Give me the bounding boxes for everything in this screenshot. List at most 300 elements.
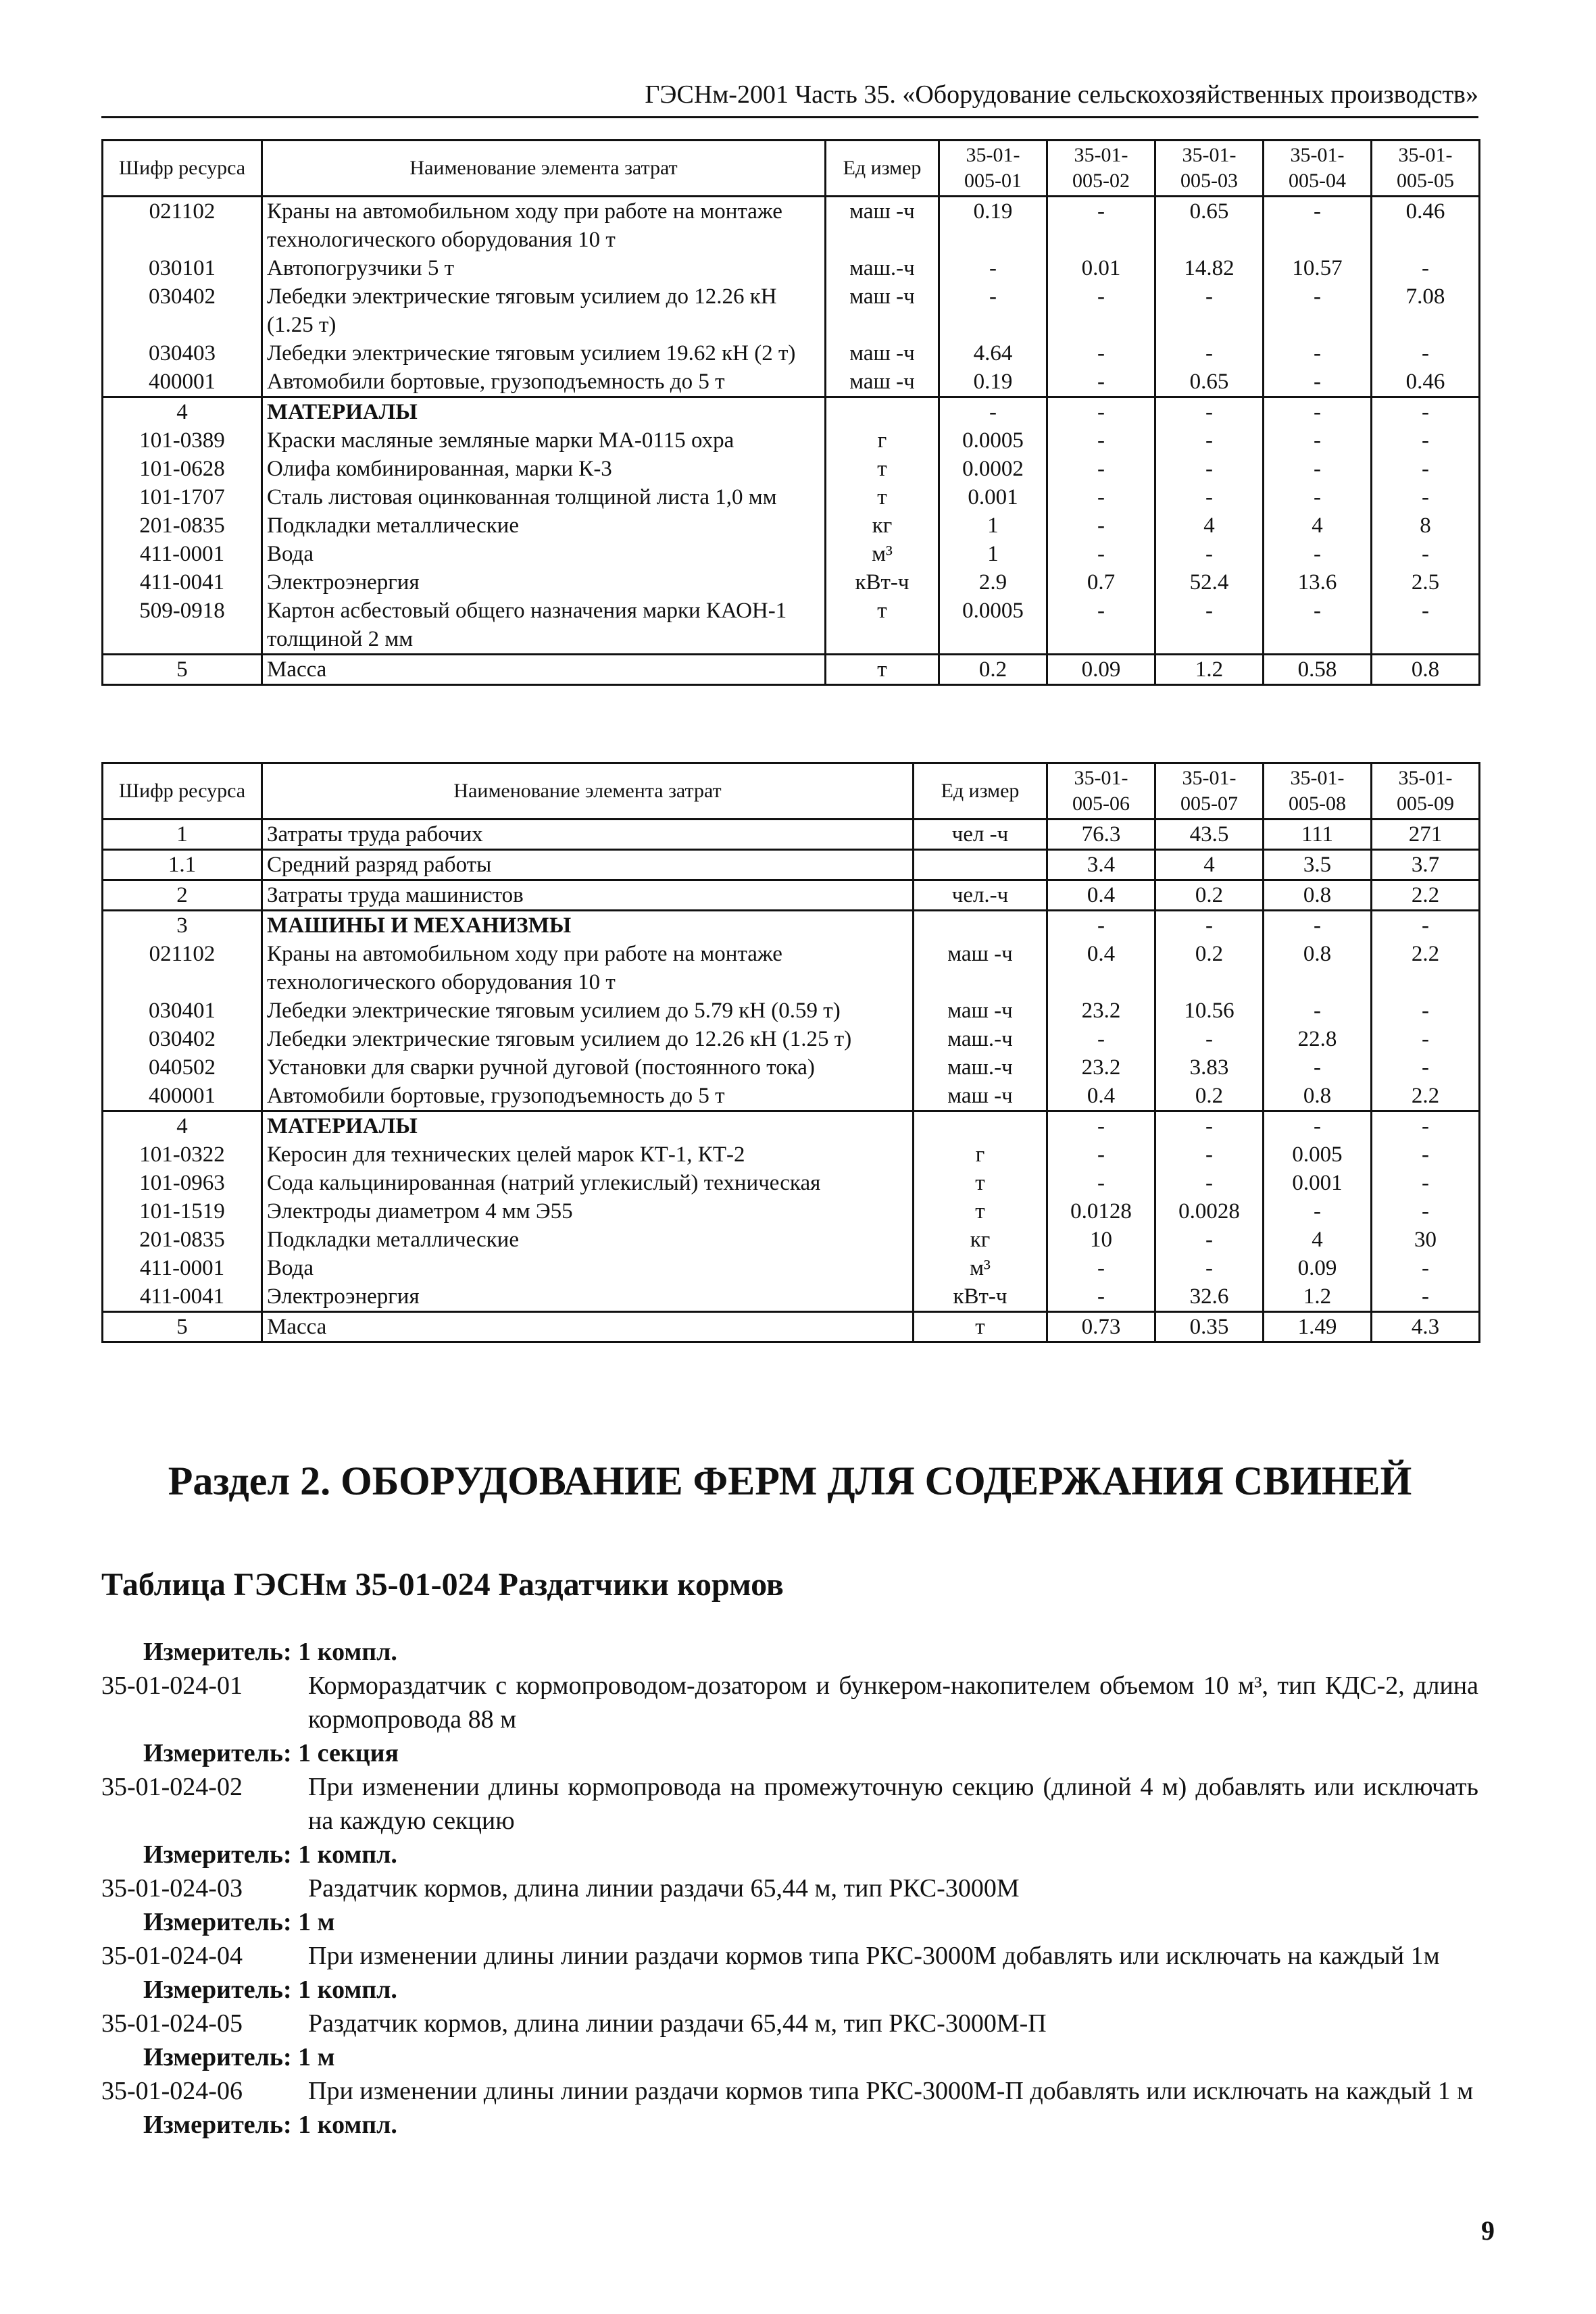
unit-cell: м³ <box>914 1254 1047 1282</box>
resource-code-cell: 101-0628 <box>103 455 262 483</box>
value-cell: 0.0002 <box>939 455 1047 483</box>
value-cell: - <box>1264 426 1372 455</box>
value-cell: - <box>1155 1025 1264 1053</box>
unit-of-measure: Измеритель: 1 компл. <box>143 2111 397 2139</box>
value-cell: 0.8 <box>1264 1082 1372 1111</box>
value-cell: - <box>1264 1053 1372 1082</box>
value-cell: - <box>1372 1254 1480 1282</box>
resource-code-cell: 411-0041 <box>103 568 262 597</box>
table-row <box>103 820 1480 850</box>
value-cell: 0.2 <box>939 655 1047 685</box>
resource-name-cell: Краски масляные земляные марки МА-0115 охра <box>262 426 826 455</box>
value-cell: 0.001 <box>1264 1169 1372 1197</box>
column-header: Шифр ресурса <box>103 763 262 820</box>
table-row <box>103 1282 1480 1312</box>
resource-code-cell: 3 <box>103 911 262 940</box>
resource-code-cell: 021102 <box>103 940 262 997</box>
unit-cell: т <box>826 455 939 483</box>
norm-code: 35-01-024-03 <box>101 1874 243 1903</box>
value-cell: 0.73 <box>1047 1312 1155 1342</box>
unit-cell: кВт-ч <box>914 1282 1047 1312</box>
resource-name-cell: Установки для сварки ручной дуговой (постоянного тока) <box>262 1053 914 1082</box>
value-cell: - <box>1155 597 1264 655</box>
column-header: Наименование элемента затрат <box>262 763 914 820</box>
resource-code-cell: 1 <box>103 820 262 850</box>
column-header: 35-01- 005-03 <box>1155 141 1264 197</box>
page-header: ГЭСНм-2001 Часть 35. «Оборудование сельскохозяйственных производств» <box>101 80 1478 118</box>
resource-name-cell: МАТЕРИАЛЫ <box>262 1111 914 1141</box>
value-cell: 4 <box>1155 850 1264 880</box>
value-cell: - <box>1155 1140 1264 1169</box>
value-cell: - <box>1372 455 1480 483</box>
value-cell: - <box>1372 339 1480 368</box>
column-header: 35-01- 005-04 <box>1264 141 1372 197</box>
value-cell: - <box>1264 197 1372 255</box>
value-cell: - <box>1264 368 1372 397</box>
resource-name-cell: Масса <box>262 655 826 685</box>
value-cell: - <box>1372 1197 1480 1226</box>
resource-code-cell: 1.1 <box>103 850 262 880</box>
value-cell: 2.2 <box>1372 940 1480 997</box>
section-title: Раздел 2. ОБОРУДОВАНИЕ ФЕРМ ДЛЯ СОДЕРЖАНИЯ СВИНЕЙ <box>168 1459 1412 1503</box>
resource-code-cell: 201-0835 <box>103 1226 262 1254</box>
value-cell: - <box>1155 1169 1264 1197</box>
value-cell: 0.4 <box>1047 880 1155 911</box>
unit-cell: кг <box>826 511 939 540</box>
unit-of-measure: Измеритель: 1 м <box>143 2043 335 2071</box>
resource-name-cell: Олифа комбинированная, марки К-3 <box>262 455 826 483</box>
value-cell: - <box>1264 1197 1372 1226</box>
resource-name-cell: Картон асбестовый общего назначения марки КАОН-1 толщиной 2 мм <box>262 597 826 655</box>
table-row <box>103 568 1480 597</box>
value-cell: - <box>1264 1111 1372 1141</box>
table-row <box>103 254 1480 282</box>
value-cell: - <box>1155 483 1264 511</box>
value-cell: - <box>1264 339 1372 368</box>
column-header: Ед измер <box>826 141 939 197</box>
unit-cell: маш -ч <box>826 197 939 255</box>
table-row <box>103 455 1480 483</box>
unit-cell: кВт-ч <box>826 568 939 597</box>
value-cell: 0.2 <box>1155 880 1264 911</box>
value-cell: - <box>1155 1111 1264 1141</box>
value-cell: - <box>1047 197 1155 255</box>
table-row <box>103 1169 1480 1197</box>
value-cell: 23.2 <box>1047 1053 1155 1082</box>
norm-code: 35-01-024-04 <box>101 1942 243 1970</box>
table-row <box>103 368 1480 397</box>
value-cell: - <box>1372 254 1480 282</box>
column-header: 35-01- 005-02 <box>1047 141 1155 197</box>
value-cell: - <box>1047 540 1155 568</box>
resource-code-cell: 030403 <box>103 339 262 368</box>
unit-of-measure: Измеритель: 1 секция <box>143 1739 399 1767</box>
value-cell: - <box>1047 511 1155 540</box>
table-row <box>103 1082 1480 1111</box>
resource-code-cell: 400001 <box>103 368 262 397</box>
value-cell: - <box>1372 597 1480 655</box>
unit-cell: т <box>914 1197 1047 1226</box>
value-cell: 3.83 <box>1155 1053 1264 1082</box>
resource-code-cell: 101-0322 <box>103 1140 262 1169</box>
resource-code-cell: 411-0001 <box>103 1254 262 1282</box>
table-row <box>103 1226 1480 1254</box>
unit-cell: т <box>826 597 939 655</box>
value-cell: - <box>1264 911 1372 940</box>
unit-cell: маш -ч <box>914 1082 1047 1111</box>
unit-cell: кг <box>914 1226 1047 1254</box>
resource-name-cell: Автопогрузчики 5 т <box>262 254 826 282</box>
norm-item <box>101 1669 1478 1736</box>
table-row <box>103 655 1480 685</box>
unit-cell: маш.-ч <box>914 1053 1047 1082</box>
column-header: 35-01- 005-08 <box>1264 763 1372 820</box>
value-cell: 0.001 <box>939 483 1047 511</box>
unit-cell: т <box>914 1169 1047 1197</box>
table-row <box>103 1140 1480 1169</box>
value-cell: - <box>1372 426 1480 455</box>
resource-code-cell: 030402 <box>103 1025 262 1053</box>
table-row <box>103 911 1480 940</box>
resource-name-cell: Средний разряд работы <box>262 850 914 880</box>
resource-code-cell: 5 <box>103 655 262 685</box>
value-cell: - <box>1047 1111 1155 1141</box>
resource-name-cell: Керосин для технических целей марок КТ-1, КТ-2 <box>262 1140 914 1169</box>
unit-cell <box>914 850 1047 880</box>
resource-code-cell: 030101 <box>103 254 262 282</box>
value-cell: 3.5 <box>1264 850 1372 880</box>
resource-code-cell: 021102 <box>103 197 262 255</box>
value-cell: - <box>1047 597 1155 655</box>
table-title: Таблица ГЭСНм 35-01-024 Раздатчики кормов <box>101 1567 784 1603</box>
value-cell: - <box>1155 1254 1264 1282</box>
unit-cell: т <box>826 483 939 511</box>
unit-cell: чел -ч <box>914 820 1047 850</box>
value-cell: - <box>1264 597 1372 655</box>
table-row <box>103 997 1480 1025</box>
value-cell: 0.005 <box>1264 1140 1372 1169</box>
unit-cell: г <box>826 426 939 455</box>
value-cell: - <box>1155 911 1264 940</box>
resource-name-cell: Краны на автомобильном ходу при работе на монтаже технологического оборудования 10 т <box>262 940 914 997</box>
value-cell: 1.2 <box>1264 1282 1372 1312</box>
value-cell: 1 <box>939 540 1047 568</box>
column-header: Шифр ресурса <box>103 141 262 197</box>
value-cell: 0.8 <box>1372 655 1480 685</box>
table-row <box>103 1111 1480 1141</box>
value-cell: - <box>1155 455 1264 483</box>
value-cell: - <box>1047 397 1155 427</box>
value-cell: - <box>1264 997 1372 1025</box>
resource-code-cell: 101-0963 <box>103 1169 262 1197</box>
resource-table-1 <box>101 139 1480 686</box>
value-cell: - <box>1047 1169 1155 1197</box>
column-header: 35-01- 005-05 <box>1372 141 1480 197</box>
value-cell: - <box>1372 397 1480 427</box>
table-row <box>103 197 1480 255</box>
value-cell: 2.2 <box>1372 880 1480 911</box>
value-cell: - <box>1372 997 1480 1025</box>
table-row <box>103 1053 1480 1082</box>
norm-description: Раздатчик кормов, длина линии раздачи 65,44 м, тип РКС-3000М <box>308 1874 1020 1903</box>
unit-of-measure: Измеритель: 1 компл. <box>143 1976 397 2004</box>
norm-description: При изменении длины линии раздачи кормов типа РКС-3000М-П добавлять или исключать на каждый 1 м <box>308 2077 1474 2105</box>
resource-code-cell: 030402 <box>103 282 262 339</box>
table-row <box>103 1197 1480 1226</box>
value-cell: 0.46 <box>1372 197 1480 255</box>
value-cell: - <box>939 282 1047 339</box>
value-cell: 10 <box>1047 1226 1155 1254</box>
value-cell: - <box>1047 483 1155 511</box>
resource-name-cell: Электроэнергия <box>262 1282 914 1312</box>
value-cell: 0.65 <box>1155 197 1264 255</box>
value-cell: - <box>1155 426 1264 455</box>
resource-name-cell: Лебедки электрические тяговым усилием до 12.26 кН (1.25 т) <box>262 282 826 339</box>
table-row <box>103 483 1480 511</box>
value-cell: 3.4 <box>1047 850 1155 880</box>
table-row <box>103 1025 1480 1053</box>
resource-code-cell: 411-0041 <box>103 1282 262 1312</box>
table-row <box>103 540 1480 568</box>
resource-name-cell: Сталь листовая оцинкованная толщиной листа 1,0 мм <box>262 483 826 511</box>
unit-cell: маш.-ч <box>826 254 939 282</box>
resource-name-cell: Лебедки электрические тяговым усилием 19.62 кН (2 т) <box>262 339 826 368</box>
value-cell: 0.46 <box>1372 368 1480 397</box>
value-cell: - <box>1047 911 1155 940</box>
value-cell: 0.0005 <box>939 597 1047 655</box>
value-cell: - <box>1372 1282 1480 1312</box>
resource-name-cell: Лебедки электрические тяговым усилием до 5.79 кН (0.59 т) <box>262 997 914 1025</box>
column-header: 35-01- 005-09 <box>1372 763 1480 820</box>
unit-cell <box>826 397 939 427</box>
value-cell: 1 <box>939 511 1047 540</box>
resource-name-cell: Затраты труда машинистов <box>262 880 914 911</box>
norm-code: 35-01-024-01 <box>101 1671 243 1700</box>
value-cell: 2.2 <box>1372 1082 1480 1111</box>
resource-name-cell: Затраты труда рабочих <box>262 820 914 850</box>
unit-of-measure: Измеритель: 1 компл. <box>143 1840 397 1869</box>
unit-of-measure: Измеритель: 1 компл. <box>143 1638 397 1666</box>
norm-item <box>101 2074 1478 2108</box>
value-cell: - <box>1155 282 1264 339</box>
value-cell: - <box>1264 483 1372 511</box>
column-header: Наименование элемента затрат <box>262 141 826 197</box>
value-cell: 22.8 <box>1264 1025 1372 1053</box>
resource-name-cell: Подкладки металлические <box>262 1226 914 1254</box>
value-cell: 0.0005 <box>939 426 1047 455</box>
value-cell: 0.4 <box>1047 1082 1155 1111</box>
value-cell: - <box>1372 1053 1480 1082</box>
value-cell: 0.2 <box>1155 940 1264 997</box>
value-cell: 0.8 <box>1264 940 1372 997</box>
column-header: 35-01- 005-06 <box>1047 763 1155 820</box>
value-cell: - <box>1264 397 1372 427</box>
value-cell: - <box>1372 1169 1480 1197</box>
table-header-row <box>103 141 1480 197</box>
value-cell: - <box>1047 1025 1155 1053</box>
resource-code-cell: 5 <box>103 1312 262 1342</box>
value-cell: 0.01 <box>1047 254 1155 282</box>
value-cell: 13.6 <box>1264 568 1372 597</box>
resource-code-cell: 101-1707 <box>103 483 262 511</box>
value-cell: - <box>1264 455 1372 483</box>
norm-code: 35-01-024-05 <box>101 2009 243 2038</box>
norm-description: Раздатчик кормов, длина линии раздачи 65,44 м, тип РКС-3000М-П <box>308 2009 1047 2038</box>
unit-cell: маш -ч <box>826 282 939 339</box>
value-cell: 0.2 <box>1155 1082 1264 1111</box>
resource-name-cell: Электроэнергия <box>262 568 826 597</box>
resource-name-cell: Вода <box>262 1254 914 1282</box>
table-row <box>103 397 1480 427</box>
resource-code-cell: 4 <box>103 397 262 427</box>
table-row <box>103 511 1480 540</box>
value-cell: 0.4 <box>1047 940 1155 997</box>
value-cell: - <box>1372 1140 1480 1169</box>
resource-code-cell: 400001 <box>103 1082 262 1111</box>
unit-of-measure: Измеритель: 1 м <box>143 1908 335 1936</box>
value-cell: - <box>1047 368 1155 397</box>
resource-name-cell: Автомобили бортовые, грузоподъемность до 5 т <box>262 1082 914 1111</box>
value-cell: 0.19 <box>939 197 1047 255</box>
resource-name-cell: Автомобили бортовые, грузоподъемность до 5 т <box>262 368 826 397</box>
unit-cell: г <box>914 1140 1047 1169</box>
table-row <box>103 850 1480 880</box>
column-header: Ед измер <box>914 763 1047 820</box>
resource-code-cell: 040502 <box>103 1053 262 1082</box>
resource-code-cell: 030401 <box>103 997 262 1025</box>
value-cell: - <box>1372 483 1480 511</box>
resource-code-cell: 101-1519 <box>103 1197 262 1226</box>
value-cell: 271 <box>1372 820 1480 850</box>
value-cell: 10.56 <box>1155 997 1264 1025</box>
value-cell: 10.57 <box>1264 254 1372 282</box>
resource-code-cell: 4 <box>103 1111 262 1141</box>
value-cell: 7.08 <box>1372 282 1480 339</box>
value-cell: - <box>1155 339 1264 368</box>
value-cell: - <box>1372 540 1480 568</box>
value-cell: - <box>1155 1226 1264 1254</box>
value-cell: 4 <box>1264 511 1372 540</box>
value-cell: 4 <box>1264 1226 1372 1254</box>
table-row <box>103 1312 1480 1342</box>
value-cell: 0.09 <box>1264 1254 1372 1282</box>
value-cell: - <box>1047 1254 1155 1282</box>
table-row <box>103 940 1480 997</box>
unit-cell <box>914 911 1047 940</box>
value-cell: 76.3 <box>1047 820 1155 850</box>
table-row <box>103 426 1480 455</box>
value-cell: 2.5 <box>1372 568 1480 597</box>
value-cell: - <box>1264 540 1372 568</box>
value-cell: 14.82 <box>1155 254 1264 282</box>
value-cell: 23.2 <box>1047 997 1155 1025</box>
unit-cell: т <box>826 655 939 685</box>
resource-name-cell: Краны на автомобильном ходу при работе на монтаже технологического оборудования 10 т <box>262 197 826 255</box>
unit-cell: маш -ч <box>826 339 939 368</box>
value-cell: 4.3 <box>1372 1312 1480 1342</box>
page-number: 9 <box>1481 2215 1495 2246</box>
value-cell: 0.0128 <box>1047 1197 1155 1226</box>
value-cell: 0.58 <box>1264 655 1372 685</box>
table-row <box>103 880 1480 911</box>
unit-cell: чел.-ч <box>914 880 1047 911</box>
norm-item <box>101 1939 1478 1973</box>
value-cell: - <box>1155 540 1264 568</box>
value-cell: 0.19 <box>939 368 1047 397</box>
value-cell: - <box>1047 455 1155 483</box>
column-header: 35-01- 005-01 <box>939 141 1047 197</box>
value-cell: - <box>1047 1140 1155 1169</box>
norm-item <box>101 1770 1478 1838</box>
table-row <box>103 1254 1480 1282</box>
value-cell: 1.49 <box>1264 1312 1372 1342</box>
unit-cell: маш.-ч <box>914 1025 1047 1053</box>
resource-name-cell: Электроды диаметром 4 мм Э55 <box>262 1197 914 1226</box>
value-cell: 8 <box>1372 511 1480 540</box>
value-cell: - <box>1372 911 1480 940</box>
value-cell: - <box>1047 282 1155 339</box>
value-cell: 32.6 <box>1155 1282 1264 1312</box>
unit-cell <box>914 1111 1047 1141</box>
value-cell: 0.7 <box>1047 568 1155 597</box>
value-cell: - <box>1047 426 1155 455</box>
value-cell: 52.4 <box>1155 568 1264 597</box>
table-row <box>103 339 1480 368</box>
value-cell: - <box>1047 339 1155 368</box>
norm-item <box>101 1871 1478 1905</box>
value-cell: 1.2 <box>1155 655 1264 685</box>
value-cell: 0.09 <box>1047 655 1155 685</box>
resource-name-cell: МАТЕРИАЛЫ <box>262 397 826 427</box>
value-cell: - <box>1155 397 1264 427</box>
resource-table-2 <box>101 762 1480 1343</box>
value-cell: 30 <box>1372 1226 1480 1254</box>
resource-name-cell: Подкладки металлические <box>262 511 826 540</box>
resource-code-cell: 2 <box>103 880 262 911</box>
resource-name-cell: Масса <box>262 1312 914 1342</box>
value-cell: 0.65 <box>1155 368 1264 397</box>
unit-cell: м³ <box>826 540 939 568</box>
resource-code-cell: 509-0918 <box>103 597 262 655</box>
value-cell: 111 <box>1264 820 1372 850</box>
table-row <box>103 282 1480 339</box>
value-cell: 0.0028 <box>1155 1197 1264 1226</box>
table-header-row <box>103 763 1480 820</box>
specification-list <box>101 1635 1478 2142</box>
value-cell: 4.64 <box>939 339 1047 368</box>
resource-code-cell: 411-0001 <box>103 540 262 568</box>
resource-code-cell: 201-0835 <box>103 511 262 540</box>
unit-cell: т <box>914 1312 1047 1342</box>
value-cell: - <box>939 254 1047 282</box>
table-row <box>103 597 1480 655</box>
value-cell: 0.8 <box>1264 880 1372 911</box>
value-cell: 43.5 <box>1155 820 1264 850</box>
norm-description: При изменении длины линии раздачи кормов типа РКС-3000М добавлять или исключать на каждый 1м <box>308 1942 1440 1970</box>
resource-name-cell: Лебедки электрические тяговым усилием до 12.26 кН (1.25 т) <box>262 1025 914 1053</box>
norm-code: 35-01-024-02 <box>101 1773 243 1801</box>
resource-name-cell: Вода <box>262 540 826 568</box>
resource-name-cell: Сода кальцинированная (натрий углекислый) техническая <box>262 1169 914 1197</box>
value-cell: - <box>1047 1282 1155 1312</box>
resource-code-cell: 101-0389 <box>103 426 262 455</box>
value-cell: 2.9 <box>939 568 1047 597</box>
norm-code: 35-01-024-06 <box>101 2077 243 2105</box>
value-cell: - <box>1372 1025 1480 1053</box>
norm-item <box>101 2007 1478 2040</box>
column-header: 35-01- 005-07 <box>1155 763 1264 820</box>
value-cell: - <box>939 397 1047 427</box>
